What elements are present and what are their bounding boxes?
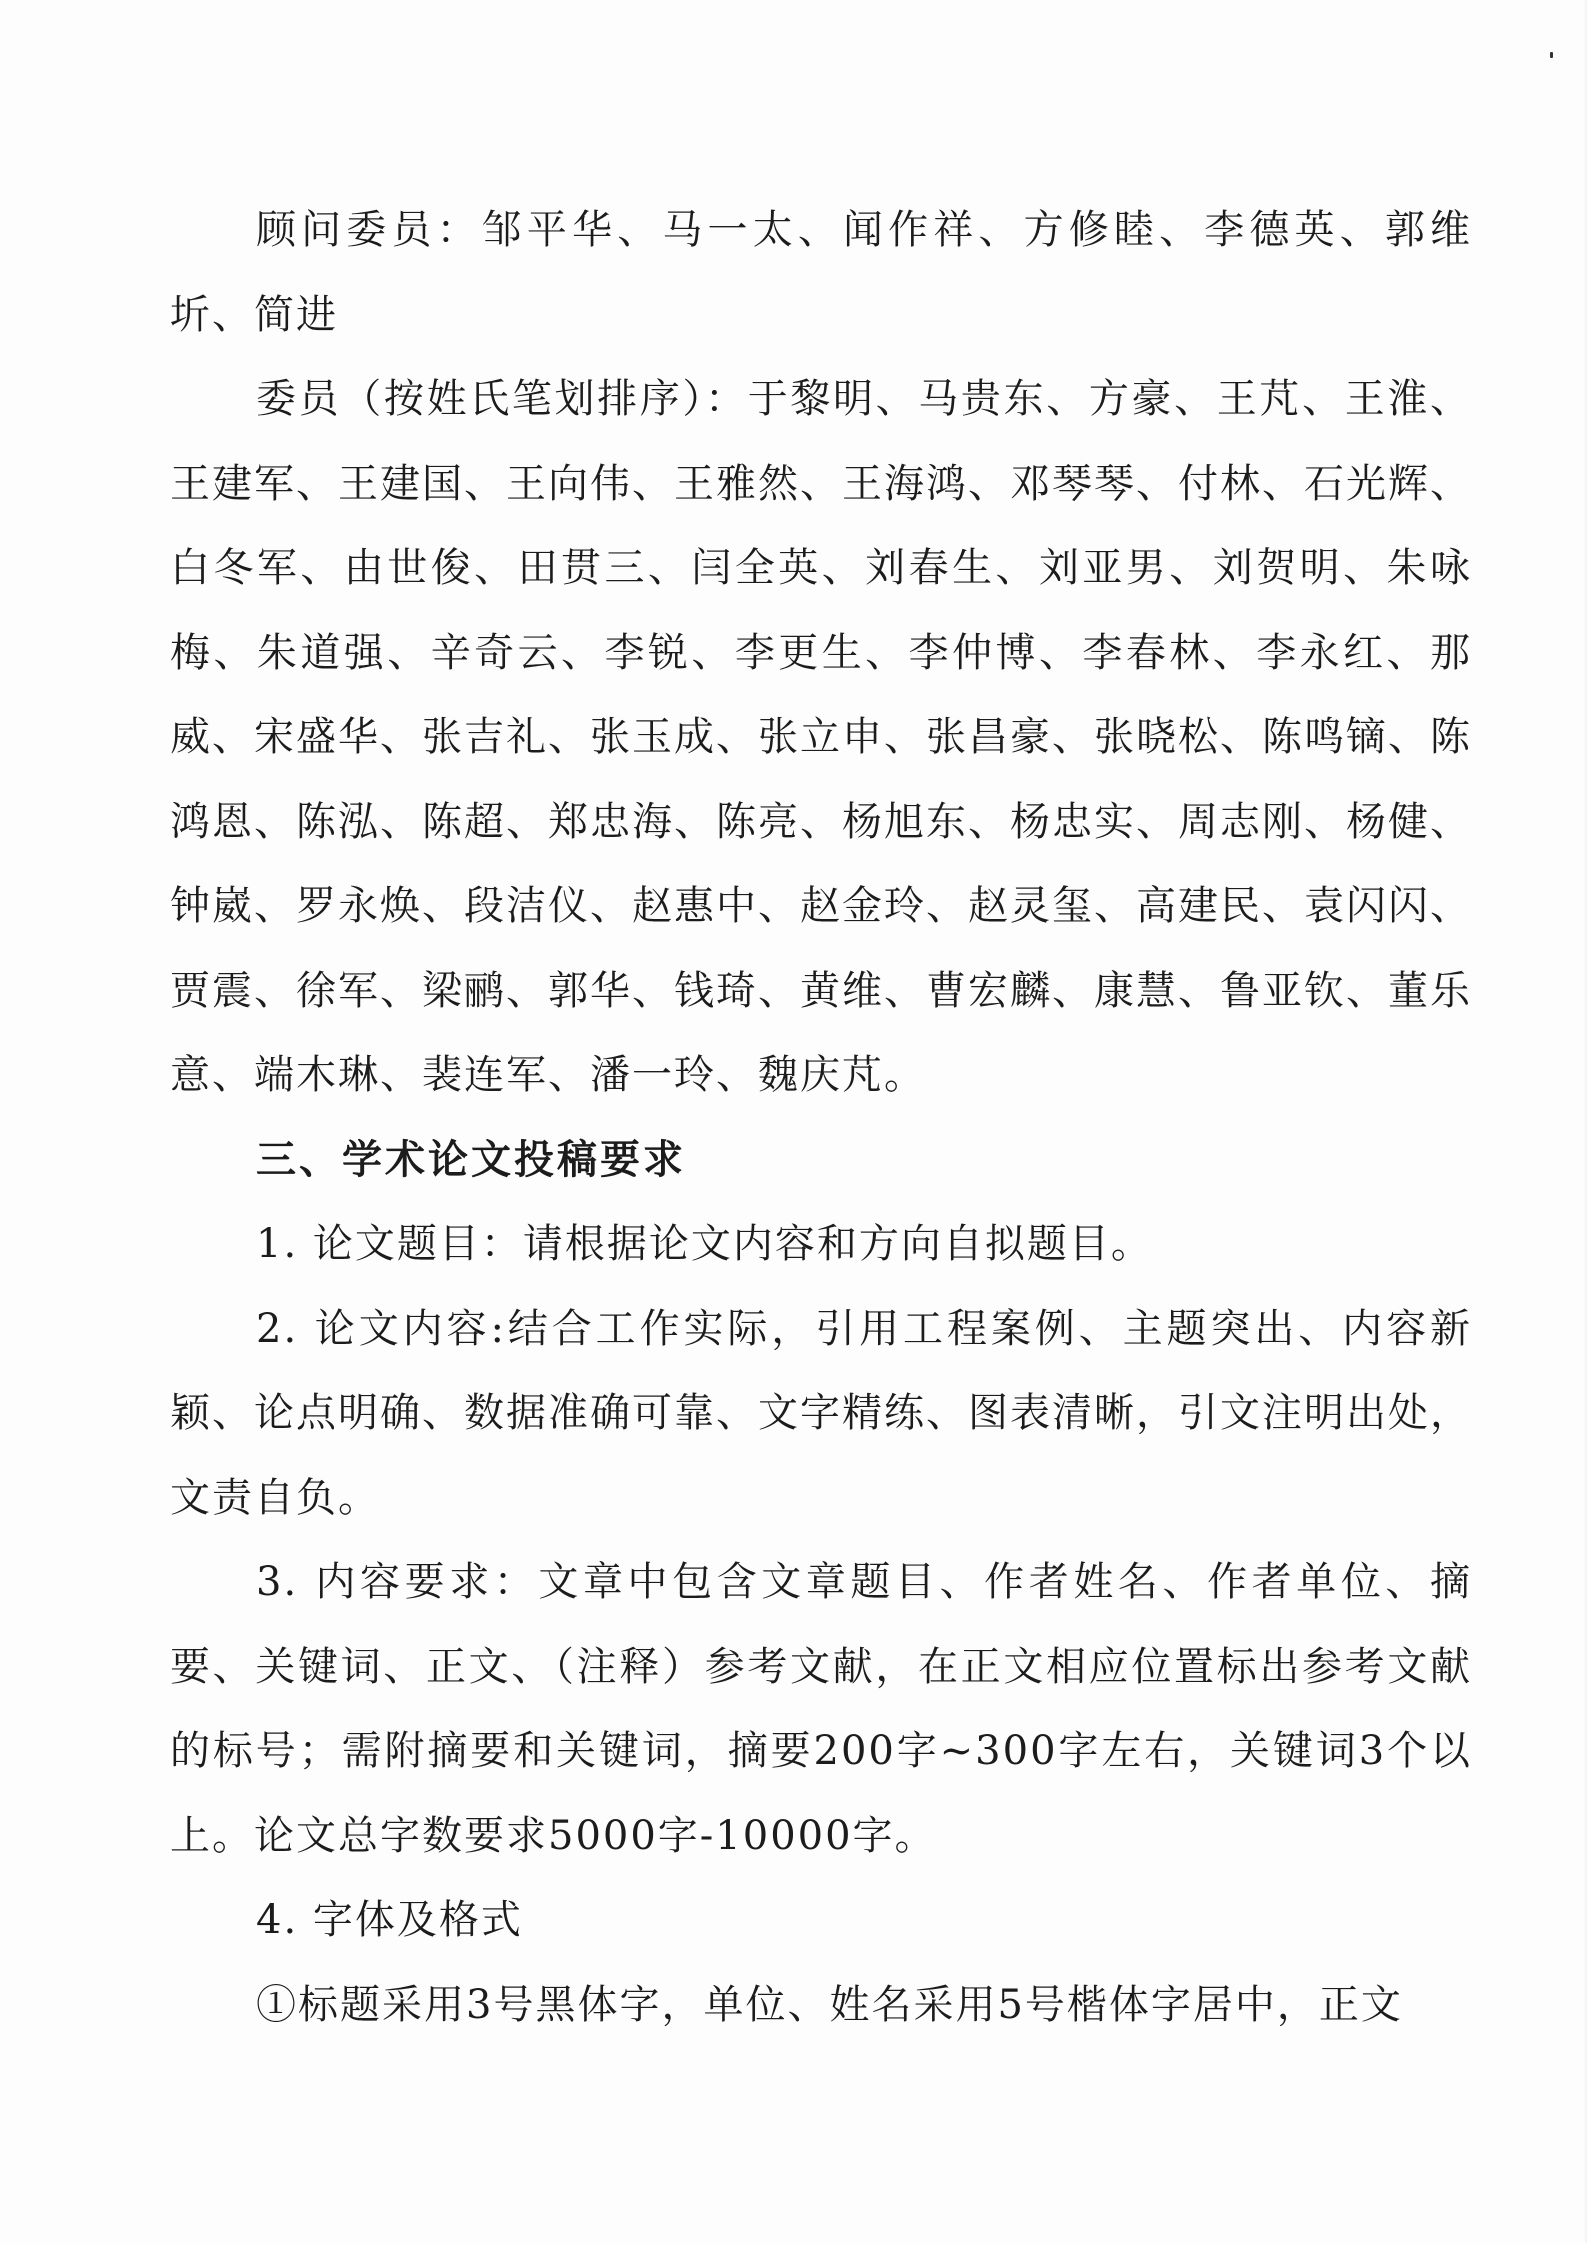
paragraph-item-1: 1. 论文题目：请根据论文内容和方向自拟题目。 xyxy=(256,1221,1153,1267)
paragraph-members: 委员（按姓氏笔划排序）：于黎明、马贵东、方豪、王芃、王淮、王建军、王建国、王向伟、王雅然、王海鸿、邓琴琴、付林、石光辉、白冬军、由世俊、田贯三、闫全英、刘春生、刘亚男、刘贺明、朱咏梅、朱道强、辛奇云、李锐、李更生、李仲博、李春林、李永红、那威、宋盛华、张吉礼、张玉成、张立申、张昌豪、张晓松、陈鸣镝、陈鸿恩、陈泓、陈超、郑忠海、陈亮、杨旭东、杨忠实、周志刚、杨健、钟崴、罗永焕、段洁仪、赵惠中、赵金玲、赵灵玺、高建民、袁闪闪、贾震、徐军、梁鹂、郭华、钱琦、黄维、曹宏麟、康慧、鲁亚钦、董乐意、端木琳、裴连军、潘一玲、魏庆芃。 xyxy=(170,376,1472,1098)
paragraph-item-4-1: ①标题采用3号黑体字，单位、姓名采用5号楷体字居中，正文 xyxy=(256,1981,1403,2028)
paragraph-item-3: 3. 内容要求：文章中包含文章题目、作者姓名、作者单位、摘要、关键词、正文、（注释）参考文献，在正文相应位置标出参考文献的标号；需附摘要和关键词，摘要200字~300字左右，关键词3个以上。论文总字数要求5000字-10000字。 xyxy=(170,1559,1472,1859)
document-body xyxy=(170,188,1472,2047)
scan-speck xyxy=(1550,52,1553,58)
paragraph-item-2: 2. 论文内容:结合工作实际，引用工程案例、主题突出、内容新颖、论点明确、数据准确可靠、文字精练、图表清晰，引文注明出处，文责自负。 xyxy=(170,1305,1472,1521)
section-heading: 三、学术论文投稿要求 xyxy=(256,1136,686,1183)
scan-edge-shadow xyxy=(1583,0,1587,2243)
paragraph-advisors: 顾问委员：邹平华、马一太、闻作祥、方修睦、李德英、郭维圻、简进 xyxy=(170,207,1472,338)
paragraph-item-4: 4. 字体及格式 xyxy=(256,1897,523,1943)
